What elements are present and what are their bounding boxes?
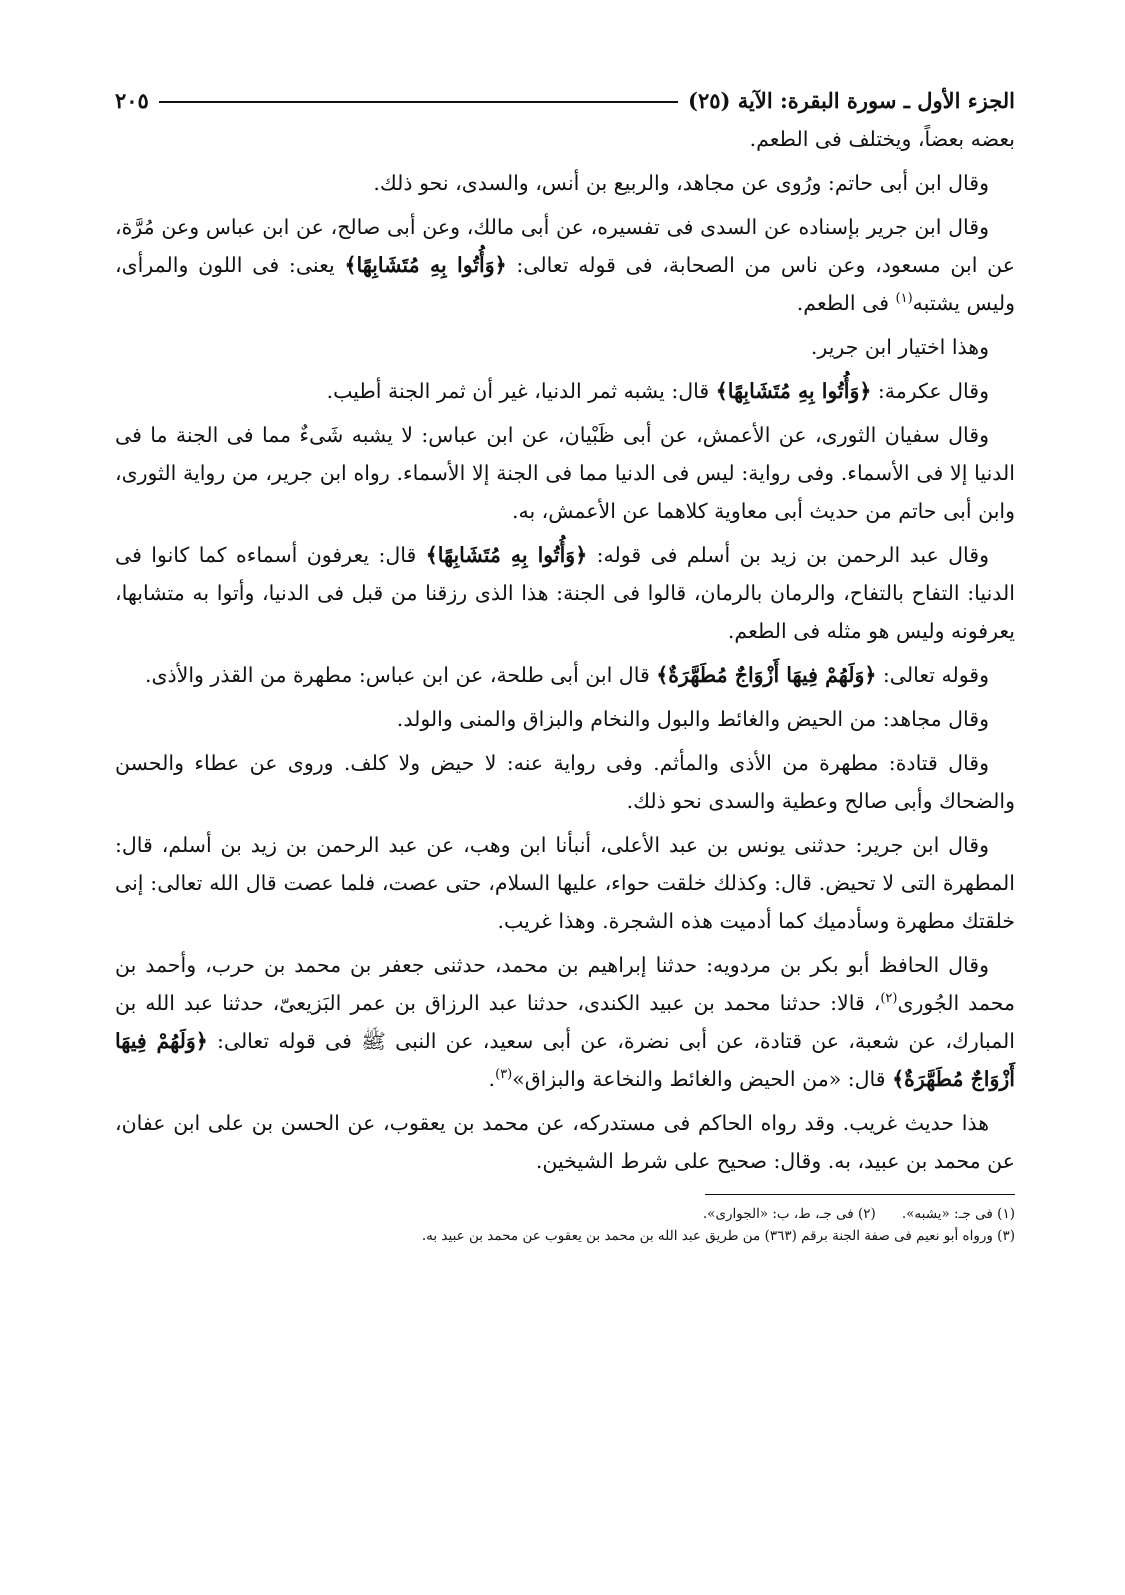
footnote-separator [705, 1194, 1015, 1195]
paragraph [115, 416, 1015, 530]
quran-verse: ﴿وَأُتُوا بِهِ مُتَشَابِهًا﴾ [715, 379, 872, 403]
paragraph [115, 1104, 1015, 1180]
paragraph-text: وقال ابن جرير: حدثنى يونس بن عبد الأعلى، أنبأنا ابن وهب، عن عبد الرحمن بن زيد بن أسلم، قال: المطهرة التى لا تحيض. قال: وكذلك خلقت حواء، عليها السلام، حتى عصت، فلما عصت قال الله تعالى: إنى خلقتك مطهرة وسأدميك كما أدميت هذه الشجرة. وهذا غريب. [115, 833, 1015, 933]
paragraph-text: وقال ابن جرير بإسناده عن السدى فى تفسيره، عن أبى مالك، وعن أبى صالح، عن ابن عباس وعن مُرَّة، عن ابن مسعود، وعن ناس من الصحابة، فى قوله تعالى: [115, 215, 1016, 277]
paragraph-text: وقال قتادة: مطهرة من الأذى والمأثم. وفى رواية عنه: لا حيض ولا كلف. وروى عن عطاء والحسن والضحاك وأبى صالح وعطية والسدى نحو ذلك. [115, 751, 1015, 813]
footnote-2: (٢) فى جـ، ط، ب: «الجوارى». [702, 1206, 876, 1222]
paragraph [115, 826, 1015, 940]
footnote-marker: (٣) [495, 1067, 513, 1083]
paragraph [115, 656, 1015, 694]
paragraph [115, 536, 1015, 650]
footnote-line-1 [115, 1203, 1015, 1225]
paragraph [115, 946, 1015, 1098]
paragraph-text: وقال مجاهد: من الحيض والغائط والبول والنخام والبزاق والمنى والولد. [396, 707, 989, 731]
paragraph-text: وقال الحافظ أبو بكر بن مردويه: حدثنا إبراهيم بن محمد، حدثنى جعفر بن محمد بن حرب، وأحمد بن محمد الجُورى [115, 953, 1015, 1015]
paragraph-text: وقال عكرمة: [871, 379, 989, 403]
footnote-marker: (٢) [880, 991, 898, 1007]
footnote-3: (٣) ورواه أبو نعيم فى صفة الجنة برقم (٣٦٣) من طريق عبد الله بن محمد بن يعقوب عن محمد بن عبيد به. [421, 1228, 1015, 1244]
book-page [115, 80, 1015, 1247]
footnote-1: (١) فى جـ: «يشبه». [901, 1206, 1015, 1222]
paragraph-text: بعضه بعضاً، ويختلف فى الطعم. [749, 127, 1015, 151]
paragraph-text: يعنى: فى اللون والمرأى، وليس يشتبه [115, 253, 1015, 315]
paragraph-text: ، قالا: حدثنا محمد بن عبيد الكندى، حدثنا عبد الرزاق بن عمر البَزيعىّ، حدثنا عبد الله بن المبارك، عن شعبة، عن قتادة، عن أبى نضرة، عن أبى سعيد، عن النبى ﷺ فى قوله تعالى: [115, 991, 1015, 1053]
paragraph-text: قال: يعرفون أسماءه كما كانوا فى الدنيا: التفاح بالتفاح، والرمان بالرمان، قالوا فى الجنة: هذا الذى رزقنا من قبل فى الدنيا، وأتوا به متشابها، يعرفونه وليس هو مثله فى الطعم. [115, 543, 1015, 643]
running-title: الجزء الأول ـ سورة البقرة: الآية (٢٥) [688, 87, 1015, 113]
paragraph-text: . [488, 1067, 496, 1091]
body-text [115, 120, 1015, 1180]
paragraph [115, 120, 1015, 158]
paragraph [115, 208, 1015, 322]
header-rule [159, 101, 678, 103]
paragraph [115, 744, 1015, 820]
quran-verse: ﴿وَأُتُوا بِهِ مُتَشَابِهًا﴾ [425, 543, 588, 567]
page-number: ٢٠٥ [115, 87, 149, 113]
paragraph [115, 700, 1015, 738]
footnotes [115, 1203, 1015, 1247]
paragraph-text: وقال سفيان الثورى، عن الأعمش، عن أبى ظَبْيان، عن ابن عباس: لا يشبه شَىءٌ مما فى الجنة ما فى الدنيا إلا فى الأسماء. وفى رواية: ليس فى الدنيا مما فى الجنة إلا الأسماء. رواه ابن جرير، من رواية الثورى، وابن أبى حاتم من حديث أبى معاوية كلاهما عن الأعمش، به. [115, 423, 1015, 523]
paragraph-text: قال: «من الحيض والغائط والنخاعة والبزاق» [512, 1067, 893, 1091]
page-header [115, 80, 1015, 120]
paragraph [115, 164, 1015, 202]
paragraph-text: هذا حديث غريب. وقد رواه الحاكم فى مستدركه، عن محمد بن يعقوب، عن الحسن بن على ابن عفان، عن محمد بن عبيد، به. وقال: صحيح على شرط الشيخين. [115, 1111, 1015, 1173]
paragraph-text: فى الطعم. [796, 291, 896, 315]
paragraph-text: قال: يشبه ثمر الدنيا، غير أن ثمر الجنة أطيب. [326, 379, 716, 403]
paragraph-text: وقال ابن أبى حاتم: ورُوى عن مجاهد، والربيع بن أنس، والسدى، نحو ذلك. [373, 171, 989, 195]
footnote-marker: (١) [895, 291, 913, 307]
paragraph-text: وهذا اختيار ابن جرير. [810, 335, 989, 359]
quran-verse: ﴿وَأُتُوا بِهِ مُتَشَابِهًا﴾ [344, 253, 507, 277]
quran-verse: ﴿وَلَهُمْ فِيهَا أَزْوَاجٌ مُطَهَّرَةٌ﴾ [115, 1029, 1015, 1091]
footnote-line-2 [115, 1225, 1015, 1247]
quran-verse: ﴿وَلَهُمْ فِيهَا أَزْوَاجٌ مُطَهَّرَةٌ﴾ [656, 663, 877, 687]
paragraph [115, 328, 1015, 366]
paragraph-text: وقوله تعالى: [876, 663, 989, 687]
paragraph-text: وقال عبد الرحمن بن زيد بن أسلم فى قوله: [587, 543, 989, 567]
paragraph [115, 372, 1015, 410]
paragraph-text: قال ابن أبى طلحة، عن ابن عباس: مطهرة من القذر والأذى. [144, 663, 657, 687]
